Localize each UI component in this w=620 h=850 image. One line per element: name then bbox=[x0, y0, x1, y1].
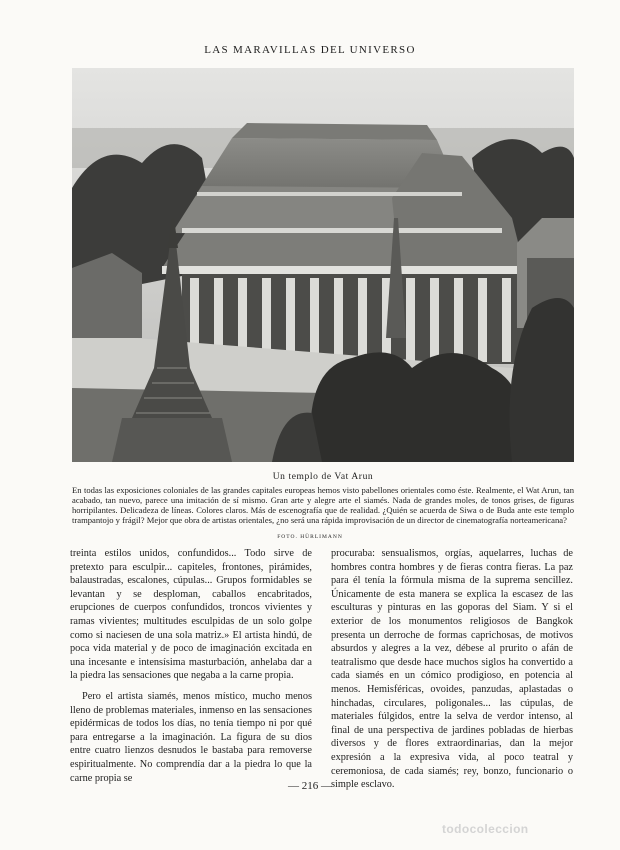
page-number: — 216 — bbox=[288, 780, 332, 792]
left-column bbox=[70, 547, 312, 785]
right-paragraph-1: procuraba: sensualismos, orgías, aquelarres, luchas de hombres contra hombres y de fieras contra fieras. La paz para él tenía la fórmula misma de la suprema sencillez. Únicamente de esta manera se explica la escasez de las esculturas y pinturas en las goporas del Siam. Y si el exterior de los monumentos religiosos de Bangkok presenta un derroche de formas caprichosas, de motivos absurdos y alegres a la vez, débese al prurito o afán de teatralismo que desde hace muchos siglos ha convertido a cada siamés en un cómico prodigioso, en potencia al menos. Hemisféricas, ovoides, panzudas, aplastadas o hinchadas, circulares, poligonales... las cúpulas, de materiales fúlgidos, entre la selva de verdor intenso, al final de una perspectiva de jardines pobladas de hierbas diversos y de flores extraordinarias, dan la mejor expresión a la expresiva vida, al poco teatral y ceremoniosa, de cada siamés; rey, bonzo, funcionario o simple esclavo. bbox=[331, 548, 573, 791]
left-paragraph-2: Pero el artista siamés, menos místico, mucho menos lleno de problemas materiales, inmenso en las sensaciones epidérmicas de todos los días, no tenía tiempo ni por qué para entregarse a la imaginación. La figura de su dios entre cuatro lienzos desnudos le bastaba para removerse espiritualmente. No comprendía dar a la piedra lo que la carne propia se bbox=[70, 690, 312, 784]
right-column bbox=[331, 547, 573, 792]
left-paragraph-1: treinta estilos unidos, confundidos... Todo sirve de pretexto para esculpir... capiteles, frontones, pirámides, balaustradas, escalones, cúpulas... Grupos formidables se levantan y se desploman, caballos encabritados, erupciones de cuerpos confundidos, troncos vivientes y ramas vivientes; multitudes esculpidas de un solo golpe como si naciesen de una sola matriz.» El artista hindú, de poca vida material y de poco de imaginación excitada en una incesante e intensísima masturbación, anhelaba dar a la piedra las sensaciones que negaba a la carne propia. bbox=[70, 548, 312, 682]
watermark: todocoleccion bbox=[442, 822, 529, 836]
photo-credit: FOTO. HÜRLIMANN bbox=[277, 534, 343, 540]
caption-body: En todas las exposiciones coloniales de las grandes capitales europeas hemos visto pabellones orientales como éste. Realmente, el Wat Arun, tan acabado, tan nuevo, parece una imitación de sí mismo. Gran arte y alegre arte el siamés. Nada de grandes moles, de tonos grises, de figuras horripilantes. Delicadeza de líneas. Colores claros. Más de escenografía que de realidad. ¿Quién se acuerda de Siwa o de Buda ante este templo trampantojo y frágil? Mejor que obra de artistas orientales, ¿no será una rápida improvisación de un director de cinematografía norteamericana? bbox=[72, 485, 574, 525]
running-head: LAS MARAVILLAS DEL UNIVERSO bbox=[204, 44, 416, 56]
caption-title: Un templo de Vat Arun bbox=[272, 472, 374, 482]
temple-photograph bbox=[72, 68, 574, 462]
